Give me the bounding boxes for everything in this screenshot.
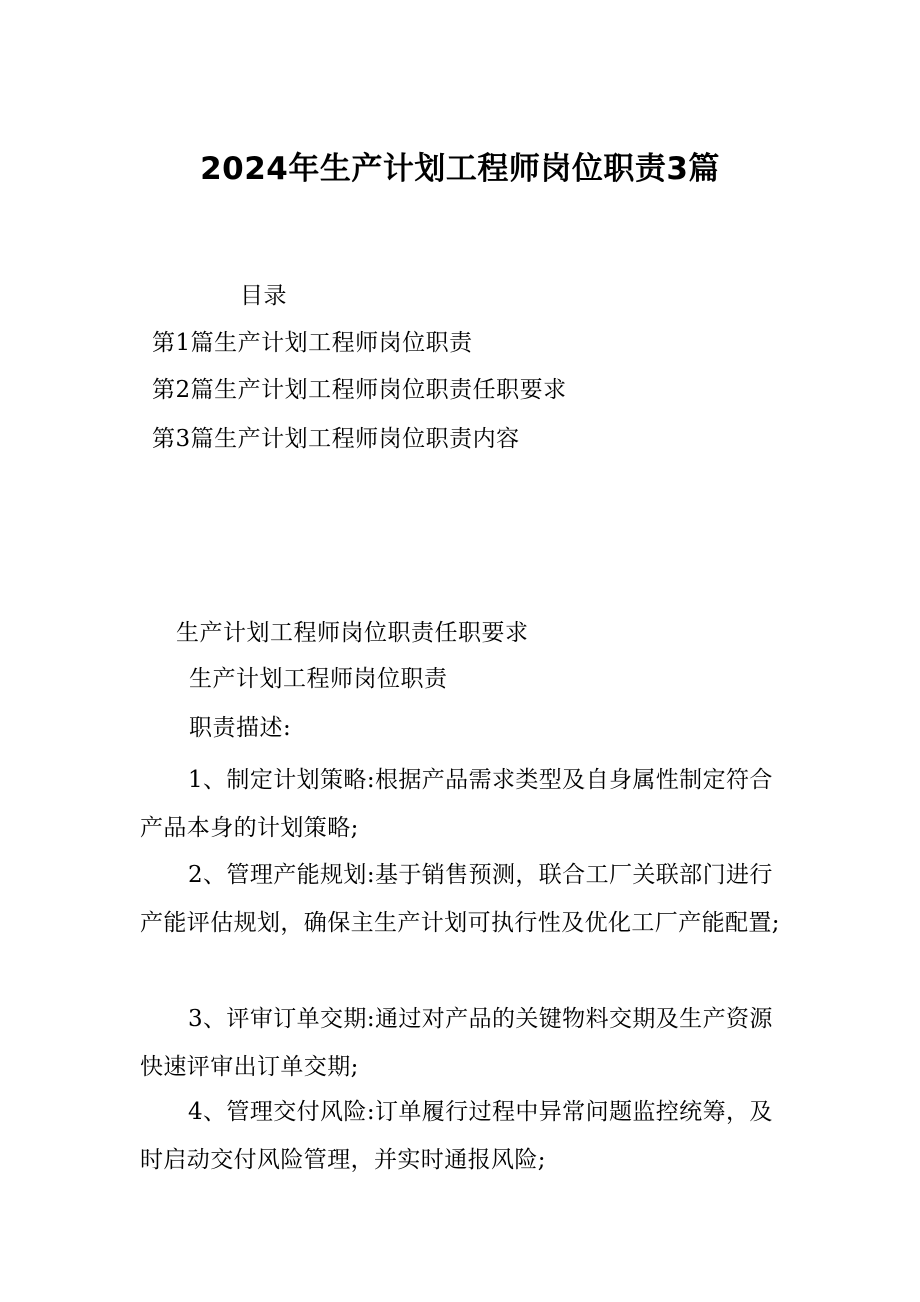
section-subtitle: 生产计划工程师岗位职责 — [189, 666, 448, 692]
toc-entry: 第3篇生产计划工程师岗位职责内容 — [152, 426, 520, 452]
description-label: 职责描述: — [189, 715, 292, 741]
duty-item: 4、管理交付风险:订单履行过程中异常问题监控统筹，及时启动交付风险管理，并实时通报风险; — [140, 1099, 773, 1173]
duty-item: 3、评审订单交期:通过对产品的关键物料交期及生产资源快速评审出订单交期; — [140, 1006, 773, 1080]
duty-item: 1、制定计划策略:根据产品需求类型及自身属性制定符合产品本身的计划策略; — [140, 767, 773, 841]
duty-item: 2、管理产能规划:基于销售预测，联合工厂关联部门进行产能评估规划，确保主生产计划可执行性及优化工厂产能配置; — [140, 862, 780, 936]
toc-entry: 第1篇生产计划工程师岗位职责 — [152, 330, 473, 356]
toc-entry: 第2篇生产计划工程师岗位职责任职要求 — [152, 377, 567, 403]
document-title: 2024年生产计划工程师岗位职责3篇 — [200, 151, 720, 187]
toc-heading: 目录 — [240, 283, 287, 309]
section-title: 生产计划工程师岗位职责任职要求 — [176, 620, 529, 646]
